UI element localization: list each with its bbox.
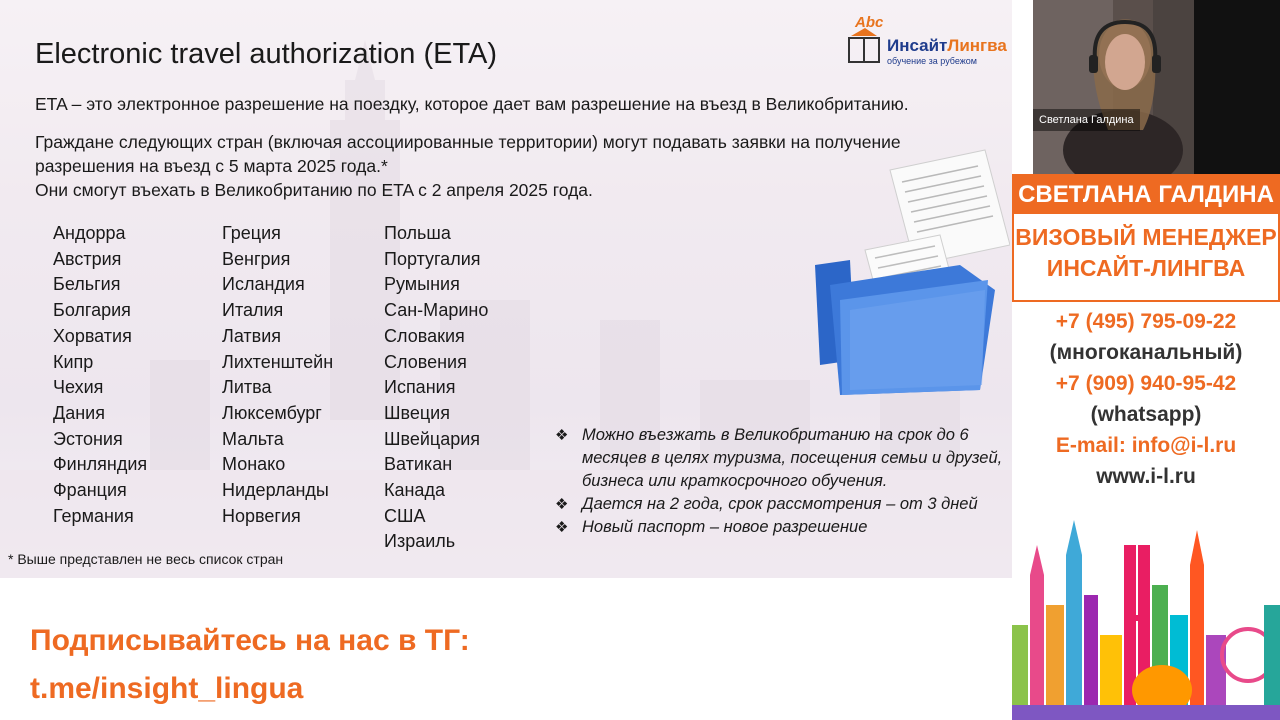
country-item: Литва bbox=[222, 377, 272, 398]
eta-definition: ETA – это электронное разрешение на поездку, которое дает вам разрешение на въезд в Великобританию. bbox=[35, 94, 909, 114]
countries-column-2 bbox=[222, 221, 333, 529]
diamond-bullet-icon: ❖ bbox=[555, 519, 569, 536]
country-item: Ватикан bbox=[384, 454, 453, 475]
footnote: * Выше представлен не весь список стран bbox=[8, 551, 284, 567]
country-item: Словения bbox=[384, 351, 467, 372]
countries-column-1 bbox=[53, 221, 147, 529]
promo-line-1: Подписывайтесь на нас в ТГ: bbox=[30, 624, 470, 657]
country-item: Греция bbox=[222, 223, 281, 243]
diamond-bullet-icon: ❖ bbox=[555, 496, 569, 513]
country-item: Чехия bbox=[53, 377, 104, 398]
country-item: Финляндия bbox=[53, 454, 148, 475]
video-dark-area bbox=[1194, 0, 1280, 174]
role-line-2: ИНСАЙТ-ЛИНГВА bbox=[1046, 255, 1246, 281]
logo-abc: Abc bbox=[855, 14, 884, 31]
participant-video-feed bbox=[1033, 0, 1194, 174]
country-item: Венгрия bbox=[222, 248, 291, 269]
country-item: Норвегия bbox=[222, 505, 301, 526]
condition-item bbox=[555, 493, 1012, 516]
contact-details bbox=[1012, 306, 1280, 492]
website[interactable]: www.i-l.ru bbox=[1096, 465, 1196, 488]
diamond-bullet-icon: ❖ bbox=[555, 427, 569, 444]
country-item: Хорватия bbox=[53, 325, 132, 346]
country-item: Эстония bbox=[53, 428, 123, 449]
manager-role bbox=[1012, 214, 1280, 302]
country-item: Лихтенштейн bbox=[222, 351, 334, 372]
email[interactable]: E-mail: info@i-l.ru bbox=[1055, 434, 1237, 457]
eligibility-line-1: Граждане следующих стран (включая ассоциированные территории) могут подавать заявки на получение bbox=[35, 132, 901, 152]
manager-name: СВЕТЛАНА ГАЛДИНА bbox=[1012, 174, 1280, 214]
country-item: Польша bbox=[384, 223, 451, 243]
logo-subtitle: обучение за рубежом bbox=[887, 56, 977, 66]
participant-video[interactable] bbox=[1033, 0, 1194, 174]
eta-conditions-list bbox=[555, 424, 1012, 539]
country-item: Испания bbox=[384, 377, 456, 398]
country-item: США bbox=[384, 505, 426, 526]
countries-column-3 bbox=[384, 221, 488, 555]
telegram-promo bbox=[30, 617, 470, 713]
country-item: Бельгия bbox=[53, 274, 121, 295]
country-item: Швейцария bbox=[384, 428, 481, 449]
country-item: Исландия bbox=[222, 274, 305, 295]
phone-1[interactable]: +7 (495) 795-09-22 bbox=[1055, 310, 1237, 333]
eligibility-line-2: разрешения на въезд с 5 марта 2025 года.* bbox=[35, 156, 388, 176]
colorful-skyline-illustration bbox=[1012, 515, 1280, 720]
country-item: Израиль bbox=[384, 531, 456, 552]
country-item: Швеция bbox=[384, 402, 450, 423]
phone-2-note: (whatsapp) bbox=[1090, 403, 1202, 426]
company-logo bbox=[845, 14, 1012, 74]
eligibility-line-3: Они смогут въехать в Великобританию по ETA с 2 апреля 2025 года. bbox=[35, 180, 593, 200]
condition-text: Дается на 2 года, срок рассмотрения – от 3 дней bbox=[582, 495, 978, 513]
phone-1-note: (многоканальный) bbox=[1049, 341, 1243, 364]
country-item: Португалия bbox=[384, 248, 481, 269]
country-item: Андорра bbox=[53, 223, 126, 243]
phone-2[interactable]: +7 (909) 940-95-42 bbox=[1055, 372, 1237, 395]
documents-folder-illustration bbox=[810, 140, 1010, 400]
condition-item bbox=[555, 424, 1012, 493]
country-item: Германия bbox=[53, 505, 134, 526]
country-item: Мальта bbox=[222, 428, 284, 449]
logo-name: ИнсайтЛингва bbox=[887, 36, 1007, 55]
slide-title: Electronic travel authorization (ETA) bbox=[35, 38, 498, 70]
country-item: Дания bbox=[53, 402, 105, 423]
country-item: Латвия bbox=[222, 325, 282, 346]
country-item: Люксембург bbox=[222, 402, 322, 423]
country-item: Канада bbox=[384, 480, 445, 501]
condition-text: Можно въезжать в Великобританию на срок до 6 месяцев в целях туризма, посещения семьи и друзей, бизнеса или краткосрочного обучения. bbox=[582, 426, 1003, 490]
participant-name-tag: Светлана Галдина bbox=[1033, 109, 1194, 131]
role-line-1: ВИЗОВЫЙ МЕНЕДЖЕР bbox=[1015, 224, 1277, 250]
country-item: Сан-Марино bbox=[384, 300, 489, 321]
country-item: Италия bbox=[222, 300, 284, 321]
country-item: Румыния bbox=[384, 274, 460, 295]
condition-item bbox=[555, 516, 1012, 539]
condition-text: Новый паспорт – новое разрешение bbox=[582, 518, 868, 536]
country-item: Болгария bbox=[53, 300, 131, 321]
country-item: Нидерланды bbox=[222, 480, 329, 501]
promo-link[interactable]: t.me/insight_lingua bbox=[30, 672, 304, 705]
country-item: Монако bbox=[222, 454, 286, 475]
country-item: Австрия bbox=[53, 248, 122, 269]
country-item: Словакия bbox=[384, 325, 465, 346]
country-item: Франция bbox=[53, 480, 127, 501]
country-item: Кипр bbox=[53, 351, 94, 372]
